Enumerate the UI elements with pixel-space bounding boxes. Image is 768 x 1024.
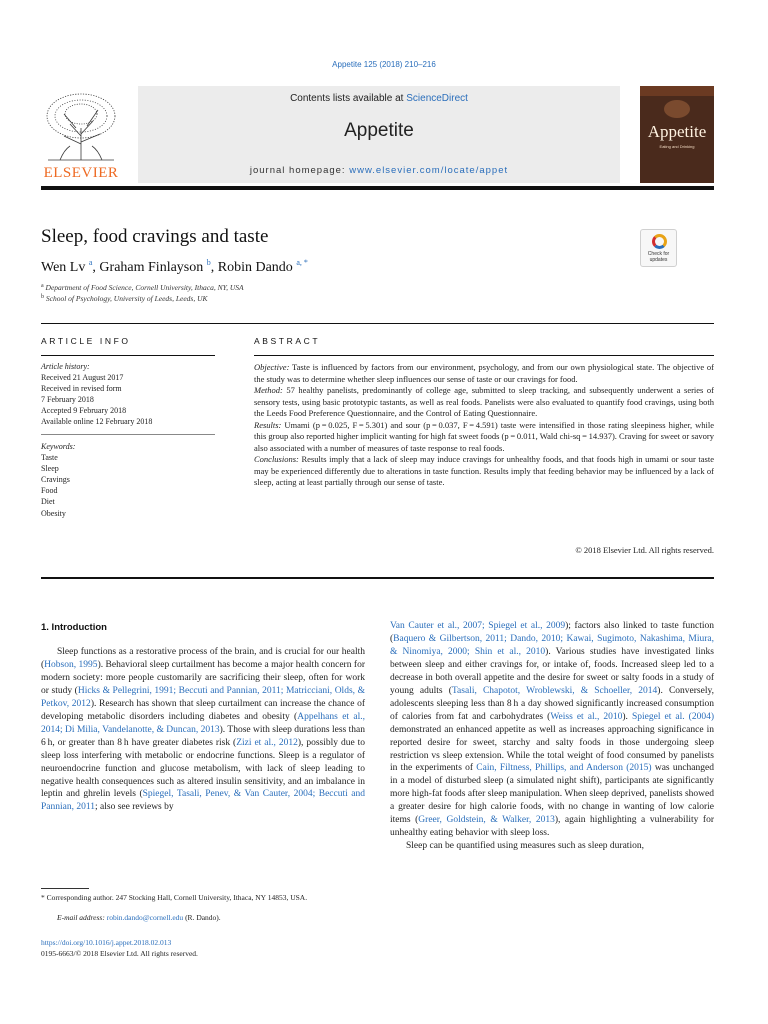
- history-item: Available online 12 February 2018: [41, 417, 153, 427]
- author-affiliation-link[interactable]: b: [206, 258, 211, 267]
- cover-title: Appetite: [647, 122, 707, 141]
- citation-link[interactable]: Van Cauter et al., 2007; Spiegel et al., 2009: [390, 621, 566, 631]
- body-paragraph: [390, 840, 714, 853]
- abstract-text: Results imply that a lack of sleep may induce cravings for unhealthy foods, and that foods high in umami or sour taste may be experienced differently due to alterations in taste function. Results imply that feeding behavior may be influenced by a lack of sleep, acting at least partially through our sense of taste.: [254, 454, 714, 488]
- citation-link[interactable]: Appelhans et al., 2014; Di Milia, Vandelanotte, & Duncan, 2013: [41, 711, 365, 735]
- body-text: ). Research has shown that sleep curtailment can increase the chance of developing metabolic disorders including diabetes and obesity (: [41, 698, 365, 722]
- affiliation-marker: a: [41, 283, 44, 289]
- body-paragraph: [41, 646, 365, 814]
- keywords-label: Keywords:: [41, 442, 76, 451]
- contents-available-line: [138, 93, 620, 104]
- check-updates-line: updates: [649, 257, 668, 263]
- elsevier-wordmark: ELSEVIER: [43, 165, 119, 181]
- elsevier-tree-icon: [40, 88, 122, 162]
- history-item: Received 21 August 2017: [41, 373, 124, 383]
- body-text: was unchanged in a model of disturbed sleep (a simulated night shift), participants ate significantly more high-fat foods after sleep manipulation. When sleep deprived, panelists showed a greater desire for high calorie foods, with no change in wanting of low calorie items (: [390, 763, 714, 826]
- body-text: ). Various studies have investigated links between sleep and either cravings for, or intake of, foods. Increased sleep led to a decrease in both overall appetite and the desire for sweet or salty foods in a study of young adults (: [390, 646, 714, 696]
- journal-name: Appetite: [344, 120, 414, 141]
- abstract-text: 57 healthy panelists, predominantly of college age, submitted to sleep tracking, and subsequently underwent a series of sensory tests, using basic prototypic tastants, as well as real foods. Panelists were also evaluated to quantify food cravings, using both the Leeds Food Preference Questionnaire, and the Control of Eating Questionnaire.: [254, 385, 714, 419]
- body-text: ); factors also linked to taste function (: [390, 621, 715, 644]
- corresponding-author-note: [41, 893, 366, 903]
- abstract-method: [254, 385, 714, 420]
- author-separator: ,: [210, 260, 218, 275]
- keyword: Diet: [41, 497, 55, 507]
- check-for-updates-button[interactable]: [640, 229, 677, 267]
- body-text: ).: [622, 711, 632, 722]
- abstract-conclusions: [254, 454, 714, 489]
- footnote-marker: *: [41, 893, 45, 902]
- affiliation: [41, 283, 244, 292]
- body-text: ), possibly due to sleep loss interfering with metabolic or endocrine functions. Sleep is a regulator of neuroendocrine function and glucose metabolism, with lack of sleep leading to negative health consequences such as altered insulin sensitivity, and an imbalance in leptin and ghrelin levels (: [41, 737, 365, 800]
- article-history-label: Article history:: [41, 362, 90, 371]
- author-name: Robin Dando: [217, 260, 293, 275]
- cover-subtitle: Eating and Drinking: [659, 144, 695, 149]
- abstract-body: [254, 362, 714, 489]
- body-text: Sleep can be quantified using measures such as sleep duration,: [406, 841, 644, 852]
- abstract-label: Results:: [254, 419, 282, 430]
- keyword: Sleep: [41, 464, 59, 474]
- body-text: ), again highlighting a vulnerability for unhealthy eating behavior with sleep loss.: [390, 815, 714, 839]
- citation-link[interactable]: Hicks & Pellegrini, 1991; Beccuti and Pannian, 2011; Matricciani, Olds, & Petkov, 2012: [41, 685, 365, 709]
- author-affiliation-link[interactable]: a: [88, 258, 93, 267]
- body-text: ). Those with sleep durations less than 6 h, or greater than 8 h have greater diabetes risk (: [41, 724, 365, 748]
- article-title: Sleep, food cravings and taste: [41, 226, 269, 247]
- affiliation-text: Department of Food Science, Cornell University, Ithaca, NY, USA: [45, 283, 244, 292]
- header-rule: [41, 186, 714, 190]
- elsevier-logo[interactable]: [40, 88, 122, 184]
- citation-link[interactable]: Greer, Goldstein, & Walker, 2013: [418, 815, 555, 826]
- keyword: Food: [41, 486, 58, 496]
- affiliation: [41, 294, 208, 303]
- abstract-text: Taste is influenced by factors from our environment, psychology, and from our own physiological state. The objective of the study was to determine whether sleep influences our sense of taste or our cravings for food.: [254, 362, 714, 384]
- body-right-column: [390, 620, 714, 853]
- keywords-list: [41, 441, 215, 519]
- article-history: [41, 361, 215, 428]
- cover-ornament: [664, 100, 690, 118]
- body-left-column: [41, 646, 365, 814]
- info-top-rule: [41, 323, 714, 324]
- doi-link[interactable]: https://doi.org/10.1016/j.appet.2018.02.013: [41, 938, 172, 947]
- keyword: Obesity: [41, 508, 66, 518]
- journal-cover-thumbnail[interactable]: [640, 86, 714, 183]
- sciencedirect-link[interactable]: ScienceDirect: [406, 93, 468, 104]
- body-paragraph: [390, 620, 714, 840]
- history-item: Received in revised form: [41, 384, 122, 394]
- abstract-label: Objective:: [254, 362, 290, 372]
- journal-homepage-line: [138, 165, 620, 176]
- email-link[interactable]: robin.dando@cornell.edu: [106, 913, 184, 922]
- article-info-heading: ARTICLE INFO: [41, 336, 131, 346]
- abstract-objective: [254, 362, 714, 385]
- citation-link[interactable]: Cain, Filtness, Phillips, and Anderson (2015): [476, 763, 652, 774]
- homepage-link[interactable]: www.elsevier.com/locate/appet: [349, 165, 509, 176]
- abstract-heading: ABSTRACT: [254, 336, 321, 346]
- abstract-bottom-rule: [41, 577, 714, 579]
- citation-link[interactable]: Baquero & Gilbertson, 2011; Dando, 2010; Kawai, Sugimoto, Nakashima, Miura, & Ninomiya, 2000; Shin et al., 2010: [390, 633, 714, 657]
- body-text: ; also see reviews by: [95, 802, 174, 813]
- body-text: ). Behavioral sleep curtailment has become a major health concern for modern society: more people customarily are sacrificing their sleep, often for work or study (: [41, 659, 365, 696]
- citation-link[interactable]: Zizi et al., 2012: [236, 737, 298, 748]
- body-text: demonstrated an enhanced appetite as well as increases approaching significance in reported desire for sweet, starchy and salty foods in those undergoing sleep restriction vs sleep extension. While the total weight of food consumed by panelists in the experiments of: [390, 724, 714, 774]
- email-suffix: (R. Dando).: [183, 913, 221, 922]
- author-name: Graham Finlayson: [99, 260, 204, 275]
- abstract-text: Umami (p = 0.025, F = 5.301) and sour (p = 0.037, F = 4.591) taste were intensified in those rating sleepiness higher, while this group also reported higher implicit wanting for high fat sweet foods (p = 0.011, Wald chi-sq = 14.937). Craving for sweet or savory also associated with a number of measures of taste response to real foods.: [254, 419, 714, 453]
- article-info-rule: [41, 355, 215, 356]
- body-text: Sleep functions as a restorative process of the brain, and is crucial for our health (: [41, 647, 365, 670]
- keywords-rule: [41, 434, 215, 435]
- journal-citation[interactable]: Appetite 125 (2018) 210–216: [332, 60, 436, 69]
- citation-link[interactable]: Spiegel et al. (2004): [631, 711, 714, 722]
- corresponding-text: Corresponding author. 247 Stocking Hall, Cornell University, Ithaca, NY 14853, USA.: [44, 893, 308, 902]
- affiliation-marker: b: [41, 294, 44, 300]
- check-updates-line: Check for: [647, 251, 670, 257]
- homepage-prefix: journal homepage:: [249, 165, 350, 176]
- citation-link[interactable]: Tasali, Chapotot, Wroblewski, & Schoeller, 2014: [451, 685, 658, 696]
- section-heading: 1. Introduction: [41, 622, 107, 633]
- contents-prefix: Contents lists available at: [290, 93, 407, 104]
- keyword: Cravings: [41, 475, 70, 485]
- citation-link[interactable]: Spiegel, Tasali, Penev, & Van Cauter, 2004; Beccuti and Pannian, 2011: [41, 789, 365, 813]
- author-name: Wen Lv: [41, 260, 86, 275]
- check-updates-icon: [652, 234, 667, 249]
- abstract-copyright: © 2018 Elsevier Ltd. All rights reserved.: [575, 545, 714, 555]
- abstract-rule: [254, 355, 714, 356]
- author-separator: ,: [92, 260, 100, 275]
- body-text: ). Conversely, adolescents sleeping less than 8 h a day showed significantly increased consumption of calories from fat and carbohydrates (: [390, 685, 714, 722]
- citation-link[interactable]: Weiss et al., 2010: [550, 711, 623, 722]
- cover-top-band: [640, 86, 714, 96]
- email-note: [41, 913, 366, 923]
- keyword: Taste: [41, 453, 58, 463]
- abstract-label: Method:: [254, 385, 283, 396]
- footnote-rule: [41, 888, 89, 889]
- abstract-results: [254, 420, 714, 455]
- check-updates-label: [641, 251, 676, 263]
- journal-header-band: [138, 86, 620, 183]
- abstract-label: Conclusions:: [254, 454, 299, 465]
- issn-line: 0195-6663/© 2018 Elsevier Ltd. All rights reserved.: [41, 949, 198, 958]
- affiliation-text: School of Psychology, University of Leeds, Leeds, UK: [45, 294, 208, 303]
- author-affiliation-link[interactable]: a, *: [296, 258, 308, 267]
- citation-link[interactable]: Hobson, 1995: [44, 659, 98, 670]
- history-item: Accepted 9 February 2018: [41, 406, 127, 416]
- email-label: E-mail address:: [57, 913, 105, 922]
- author-list: [41, 258, 308, 276]
- history-item: 7 February 2018: [41, 395, 94, 405]
